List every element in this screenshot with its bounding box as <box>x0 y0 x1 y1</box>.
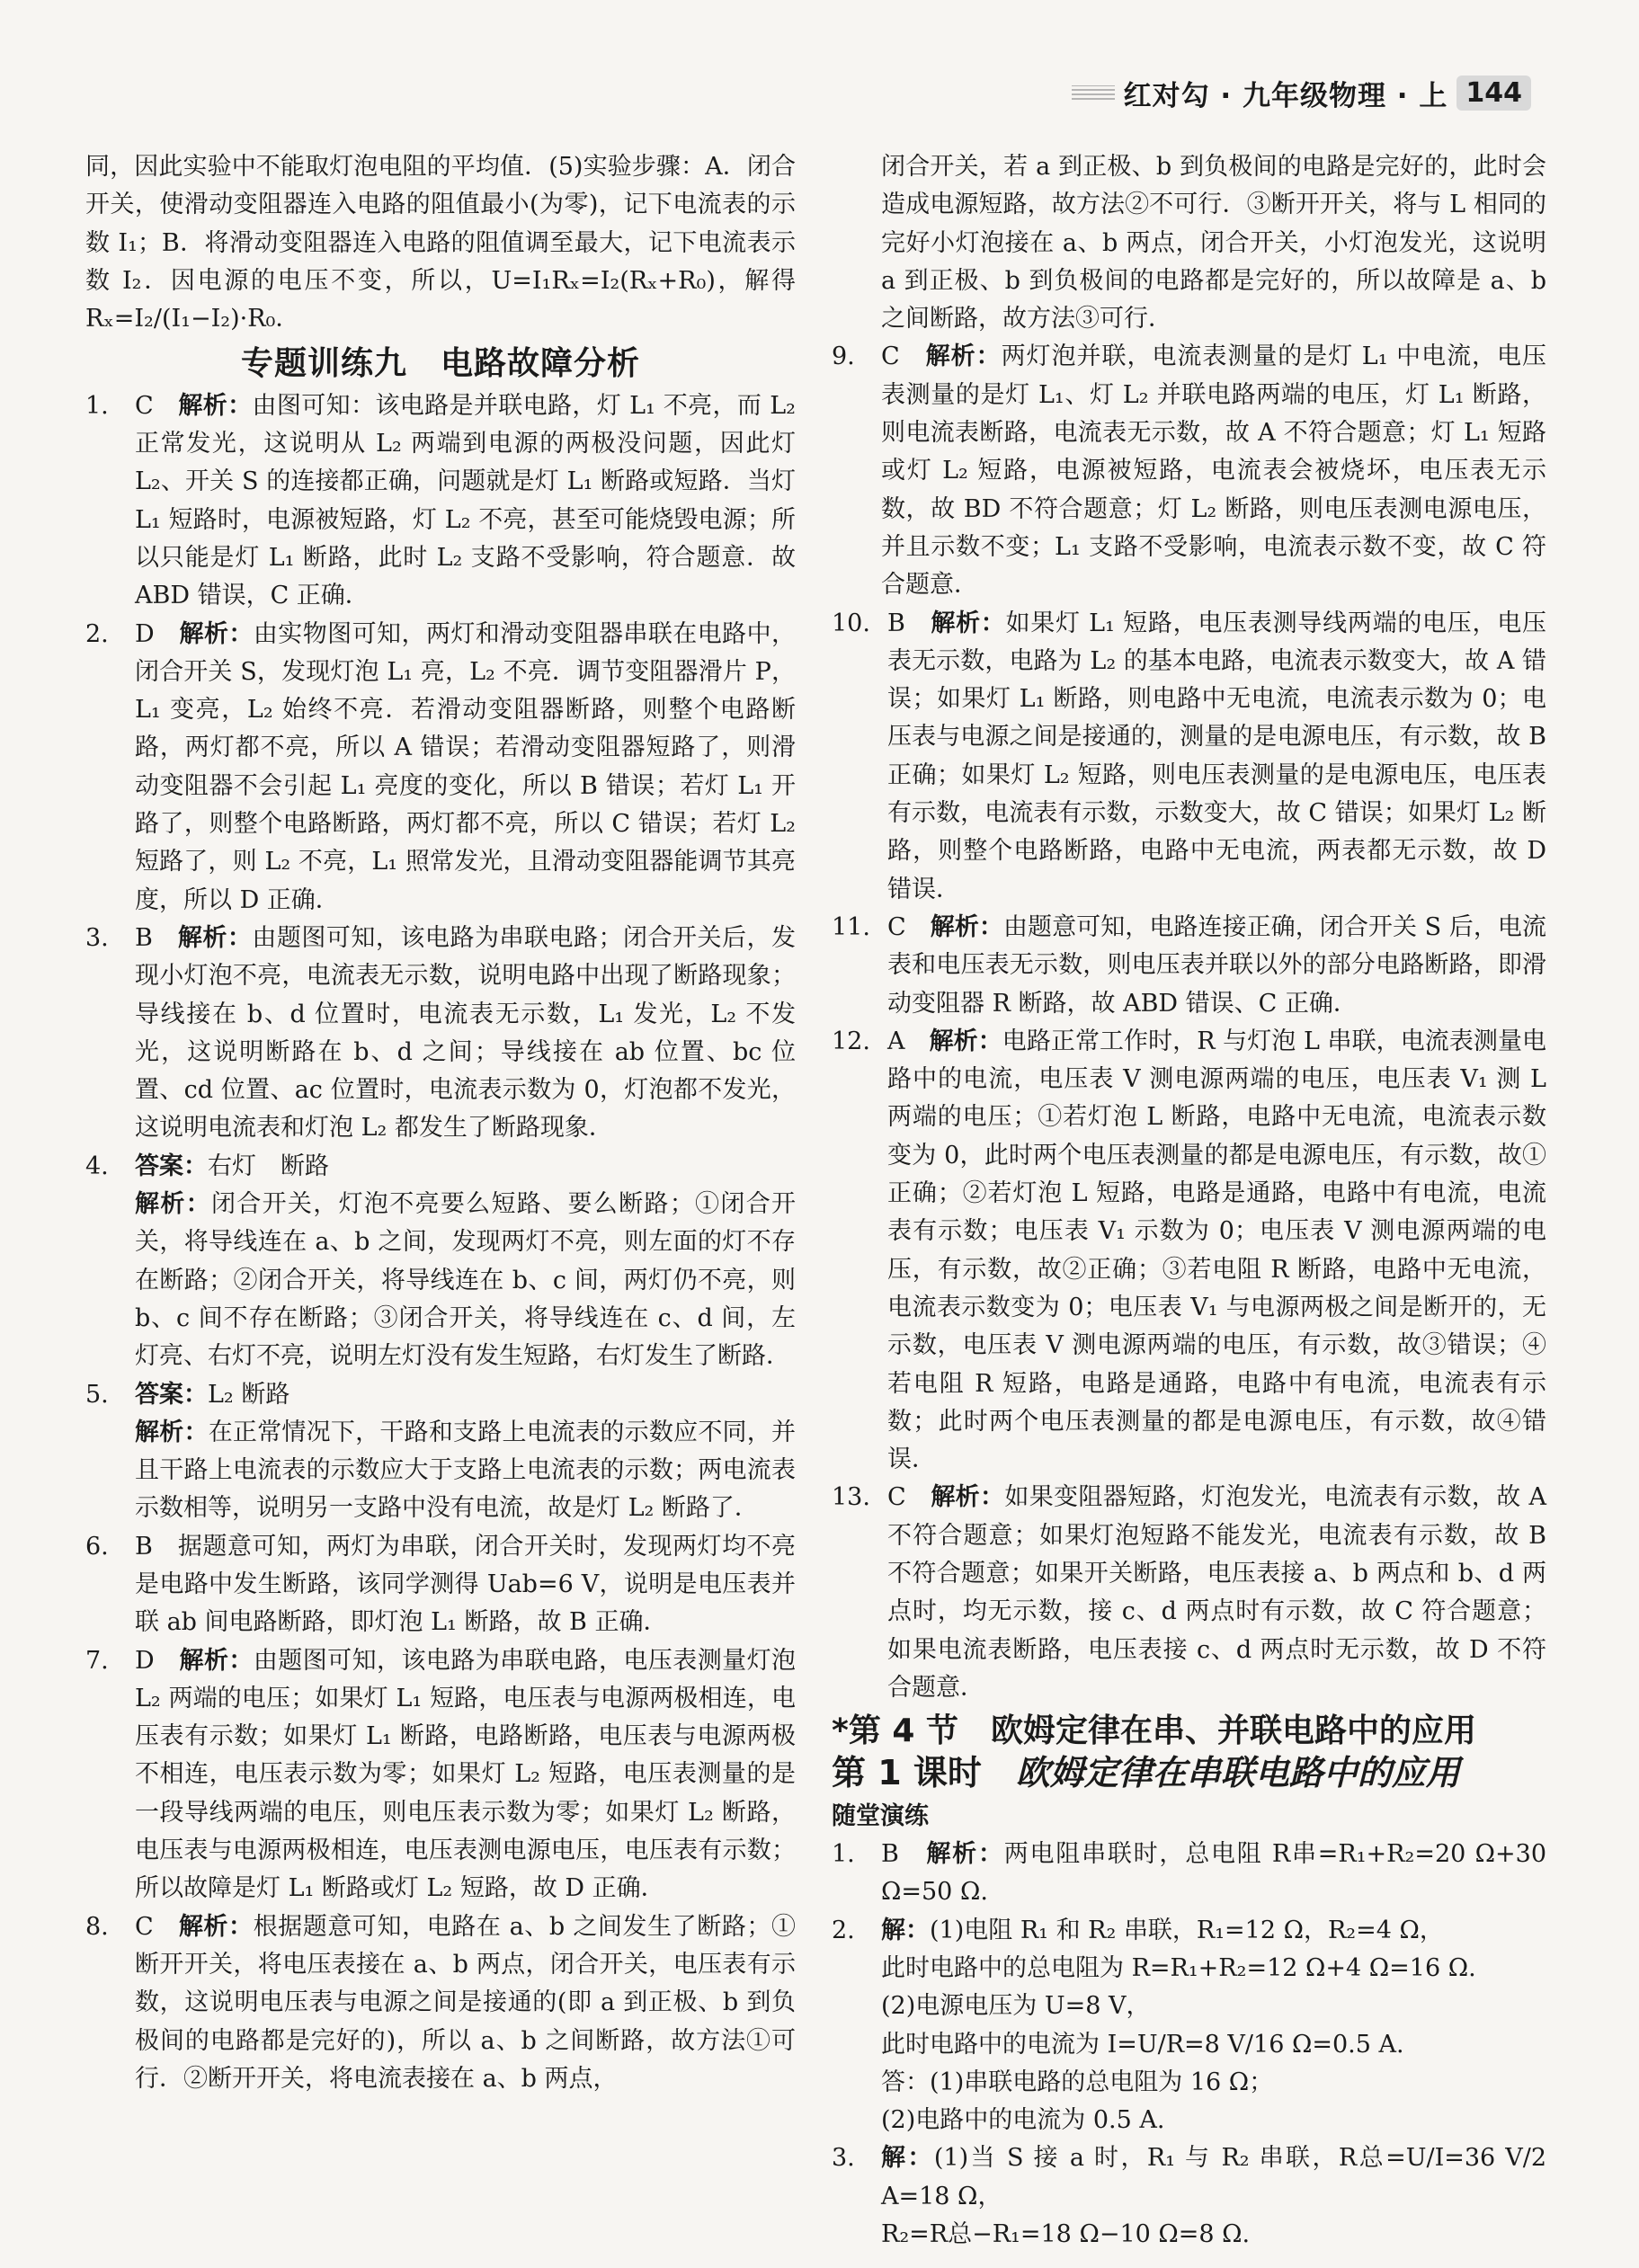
item-number: 3. <box>85 923 109 952</box>
practice-heading: 随堂演练 <box>832 1801 929 1830</box>
answer-item <box>85 1642 796 1908</box>
item-number: 1. <box>832 1840 855 1869</box>
item-number: 3. <box>832 2144 855 2173</box>
solution-line: 答：(1)串联电路的总电阻为 16 Ω； <box>881 2068 1274 2096</box>
analysis-label: 解： <box>881 2144 934 2173</box>
analysis-text: 闭合开关，灯泡不亮要么短路、要么断路；①闭合开关，将导线连在 a、b 之间，发现两灯不亮，则左面的灯不存在断路；②闭合开关，将导线连在 b、c 间，两灯仍不亮，则 b、c 间不存在断路；③闭合开关，将导线连在 c、d 间，左灯亮、右灯不亮，说明左灯没有发生短路，右灯发生了断路． <box>135 1190 797 1371</box>
analysis-label: 解析： <box>925 342 1002 371</box>
answer-item <box>85 616 796 920</box>
item-number: 2. <box>832 1916 855 1944</box>
answer-item <box>85 387 796 616</box>
continued-paragraph: 闭合开关，若 a 到正极、b 到负极间的电路是完好的，此时会造成电源短路，故方法②不可行．③断开开关，将与 L 相同的完好小灯泡接在 a、b 两点，闭合开关，小灯泡发光，这说明 a 到正极、b 到负极间的电路都是完好的，所以故障是 a、b 之间断路，故方法③可行． <box>881 153 1546 334</box>
analysis-text: 如果变阻器短路，灯泡发光，电流表有示数，故 A 不符合题意；如果灯泡短路不能发光，电流表有示数，故 B 不符合题意；如果开关断路，电压表接 a、b 两点和 b、d 两点时，均无示数，接 c、d 两点时有示数，故 C 符合题意；如果电流表断路，电压表接 c、d 两点时无示数，故 D 不符合题意． <box>887 1483 1546 1702</box>
answer-item <box>832 909 1546 1023</box>
item-number: 6. <box>85 1532 109 1561</box>
answer-item <box>832 605 1546 909</box>
analysis-text: 由题图可知，该电路为串联电路；闭合开关后，发现小灯泡不亮，电流表无示数，说明电路中出现了断路现象；导线接在 b、d 位置时，电流表无示数，L₁ 发光，L₂ 不发光，这说明断路在 b、d 之间；导线接在 ab 位置、bc 位置、cd 位置、ac 位置时，电流表示数为 0，灯泡都不发光，这说明电流表和灯泡 L₂ 都发生了断路现象． <box>135 923 797 1143</box>
lesson-heading <box>832 1754 1546 1792</box>
solution-line: 此时电路中的总电阻为 R=R₁+R₂=12 Ω+4 Ω=16 Ω. <box>881 1953 1476 1982</box>
answer-item <box>85 1148 796 1376</box>
answer-choice: C <box>135 1912 179 1941</box>
analysis-text: 如果灯 L₁ 短路，电压表测导线两端的电压，电压表无示数，电路为 L₂ 的基本电路，电流表示数变大，故 A 错误；如果灯 L₁ 断路，则电路中无电流，电流表示数为 0；电压表与电源之间是接通的，测量的是电源电压，有示数，故 B 正确；如果灯 L₂ 短路，则电压表测量的是电源电压，电压表有示数，电流表有示数，示数变大，故 C 错误；如果灯 L₂ 断路，则整个电路断路，电路中无电流，两表都无示数，故 D 错误． <box>887 609 1547 903</box>
lesson-prefix: 第 1 课时 <box>832 1753 1016 1793</box>
section-heading: *第 4 节 欧姆定律在串、并联电路中的应用 <box>832 1712 1476 1750</box>
practice-answer-list <box>832 1836 1546 2254</box>
answer-item <box>832 2139 1546 2254</box>
answer-label: 答案： <box>135 1380 208 1409</box>
analysis-text: 由题意可知，电路连接正确，闭合开关 S 后，电流表和电压表无示数，则电压表并联以外的部分电路断路，即滑动变阻器 R 断路，故 ABD 错误、C 正确． <box>887 912 1546 1018</box>
analysis-text: 根据题意可知，电路在 a、b 之间发生了断路；①断开开关，将电压表接在 a、b 两点，闭合开关，电压表有示数，这说明电压表与电源之间是接通的(即 a 到正极、b 到负极间的电路都是完好的)，所以 a、b 之间断路，故方法①可行．②断开开关，将电流表接在 a、b 两点， <box>135 1912 796 2093</box>
solution-line: R₂=R总−R₁=18 Ω−10 Ω=8 Ω. <box>881 2220 1251 2249</box>
analysis-label: 解析： <box>178 1912 254 1941</box>
answer-choice: D <box>135 1646 180 1675</box>
item-number: 4. <box>85 1152 109 1180</box>
answer-label: 答案： <box>135 1152 208 1180</box>
answer-text: 右灯 断路 <box>208 1152 329 1180</box>
answer-choice: C <box>881 342 926 371</box>
solution-line: (2)电源电压为 U=8 V， <box>881 1992 1151 2021</box>
item-number: 7. <box>85 1646 109 1675</box>
item-number: 2. <box>85 619 109 648</box>
answer-item <box>85 1908 796 2098</box>
analysis-label: 解析： <box>930 912 1003 941</box>
left-column <box>85 148 796 2098</box>
item-number: 9. <box>832 342 855 371</box>
answer-choice: A <box>887 1027 930 1055</box>
analysis-text: 由题图可知，该电路为串联电路，电压表测量灯泡 L₂ 两端的电压；如果灯 L₁ 短路，电压表与电源两极相连，电压表有示数；如果灯 L₁ 断路，电路断路，电压表与电源两极不相连，电压表示数为零；如果灯 L₂ 短路，电压表测量的是一段导线两端的电压，则电压表示数为零；如果灯 L₂ 断路，电压表与电源两极相连，电压表测电源电压，电压表有示数；所以故障是灯 L₁ 断路或灯 L₂ 短路，故 D 正确． <box>135 1646 797 1903</box>
page-header <box>1072 70 1531 115</box>
header-stripes-decoration <box>1072 85 1115 100</box>
analysis-text: 据题意可知，两灯为串联，闭合开关时，发现两灯均不亮是电路中发生断路，该同学测得 Uab=6 V，说明是电压表并联 ab 间电路断路，即灯泡 L₁ 断路，故 B 正确． <box>135 1532 797 1637</box>
analysis-text: 两灯泡并联，电流表测量的是灯 L₁ 中电流，电压表测量的是灯 L₁、灯 L₂ 并联电路两端的电压，灯 L₁ 断路，则电流表断路，电流表无示数，故 A 不符合题意；灯 L₁ 短路或灯 L₂ 短路，电源被短路，电流表会被烧坏，电压表无示数，故 BD 不符合题意；灯 L₂ 断路，则电压表测电源电压，并且示数不变；L₁ 支路不受影响，电流表示数不变，故 C 符合题意． <box>881 342 1547 600</box>
item-number: 5. <box>85 1380 109 1409</box>
page-number: 144 <box>1456 76 1531 111</box>
answer-item <box>832 1023 1546 1480</box>
analysis-label: 解析： <box>178 391 253 420</box>
answer-choice: B <box>135 1532 178 1561</box>
right-answer-list <box>832 338 1546 1707</box>
analysis-label: 解析： <box>929 1027 1002 1055</box>
analysis-text: 由实物图可知，两灯和滑动变阻器串联在电路中，闭合开关 S，发现灯泡 L₁ 亮，L₂ 不亮．调节变阻器滑片 P，L₁ 变亮，L₂ 始终不亮．若滑动变阻器断路，则整个电路断路，两灯都不亮，所以 A 错误；若滑动变阻器短路了，则滑动变阻器不会引起 L₁ 亮度的变化，所以 B 错误；若灯 L₁ 开路了，则整个电路断路，两灯都不亮，所以 C 错误；若灯 L₂ 短路了，则 L₂ 不亮，L₁ 照常发光，且滑动变阻器能调节其亮度，所以 D 正确． <box>135 619 797 914</box>
answer-choice: B <box>887 609 931 637</box>
analysis-label: 解析： <box>926 1840 1004 1869</box>
analysis-label: 解析： <box>931 609 1006 637</box>
analysis-text: 在正常情况下，干路和支路上电流表的示数应不同，并且干路上电流表的示数应大于支路上电流表的示数；两电流表示数相等，说明另一支路中没有电流，故是灯 L₂ 断路了． <box>135 1418 797 1523</box>
answer-item <box>832 1479 1546 1707</box>
answer-choice: C <box>135 391 179 420</box>
answer-choice: D <box>135 619 180 648</box>
section-title: 专题训练九 电路故障分析 <box>240 345 640 383</box>
answer-item <box>85 920 796 1148</box>
answer-item <box>85 1376 796 1528</box>
analysis-label: 解： <box>881 1916 930 1944</box>
header-title: 红对勾 · 九年级物理 · 上 <box>1123 79 1448 112</box>
analysis-text: 电路正常工作时，R 与灯泡 L 串联，电流表测量电路中的电流，电压表 V 测电源两端的电压，电压表 V₁ 测 L 两端的电压；①若灯泡 L 断路，电路中无电流，电流表示数变为 0，此时两个电压表测量的都是电源电压，有示数，故①正确；②若灯泡 L 短路，电路是通路，电路中有电流，电流表有示数；电压表 V₁ 示数为 0；电压表 V 测电源两端的电压，有示数，故②正确；③若电阻 R 断路，电路中无电流，电流表示数变为 0；电压表 V₁ 与电源两极之间是断开的，无示数，电压表 V 测电源两端的电压，有示数，故③错误；④若电阻 R 短路，电路是通路，电路中有电流，电流表有示数；此时两个电压表测量的都是电源电压，有示数，故④错误． <box>887 1027 1546 1474</box>
analysis-text: (1)电阻 R₁ 和 R₂ 串联，R₁=12 Ω，R₂=4 Ω， <box>930 1916 1444 1944</box>
intro-paragraph: 同，因此实验中不能取灯泡电阻的平均值．(5)实验步骤：A．闭合开关，使滑动变阻器连入电路的阻值最小(为零)，记下电流表的示数 I₁；B．将滑动变阻器连入电路的阻值调至最大，记下电流表示数 I₂．因电源的电压不变，所以，U=I₁Rₓ=I₂(Rₓ+R₀)，解得 Rₓ=I₂/(I₁−I₂)·R₀． <box>85 153 796 334</box>
analysis-label: 解析： <box>931 1483 1005 1512</box>
solution-line: (2)电路中的电流为 0.5 A. <box>881 2106 1165 2135</box>
answer-item <box>832 338 1546 604</box>
analysis-label: 解析： <box>177 923 253 952</box>
item-number: 11. <box>832 912 870 941</box>
analysis-label: 解析： <box>135 1190 211 1219</box>
item-number: 8. <box>85 1912 109 1941</box>
item-number: 10. <box>832 609 870 637</box>
analysis-label: 解析： <box>135 1418 209 1446</box>
analysis-text: (1)当 S 接 a 时，R₁ 与 R₂ 串联，R总=U/I=36 V/2 A=18 Ω， <box>881 2144 1547 2210</box>
item-number: 1. <box>85 391 109 420</box>
analysis-label: 解析： <box>179 619 254 648</box>
answer-choice: B <box>135 923 178 952</box>
answer-choice: C <box>887 1483 931 1512</box>
answer-item <box>85 1528 796 1642</box>
item-number: 13. <box>832 1483 870 1512</box>
lesson-title: 欧姆定律在串联电路中的应用 <box>1015 1753 1460 1793</box>
analysis-label: 解析： <box>179 1646 254 1675</box>
answer-item <box>832 1836 1546 1912</box>
analysis-text: 两电阻串联时，总电阻 R串=R₁+R₂=20 Ω+30 Ω=50 Ω. <box>881 1840 1547 1907</box>
answer-choice: B <box>881 1840 927 1869</box>
analysis-text: 由图可知：该电路是并联电路，灯 L₁ 不亮，而 L₂ 正常发光，这说明从 L₂ 两端到电源的两极没问题，因此灯 L₂、开关 S 的连接都正确，问题就是灯 L₁ 断路或短路．当灯 L₁ 短路时，电源被短路，灯 L₂ 不亮，甚至可能烧毁电源；所以只能是灯 L₁ 断路，此时 L₂ 支路不受影响，符合题意．故 ABD 错误，C 正确． <box>135 391 796 610</box>
answer-text: L₂ 断路 <box>208 1380 290 1409</box>
left-answer-list <box>85 387 796 2098</box>
solution-line: 此时电路中的电流为 I=U/R=8 V/16 Ω=0.5 A. <box>881 2030 1404 2059</box>
item-number: 12. <box>832 1027 870 1055</box>
right-column <box>832 148 1546 2254</box>
answer-item <box>832 1912 1546 2140</box>
answer-choice: C <box>887 912 931 941</box>
